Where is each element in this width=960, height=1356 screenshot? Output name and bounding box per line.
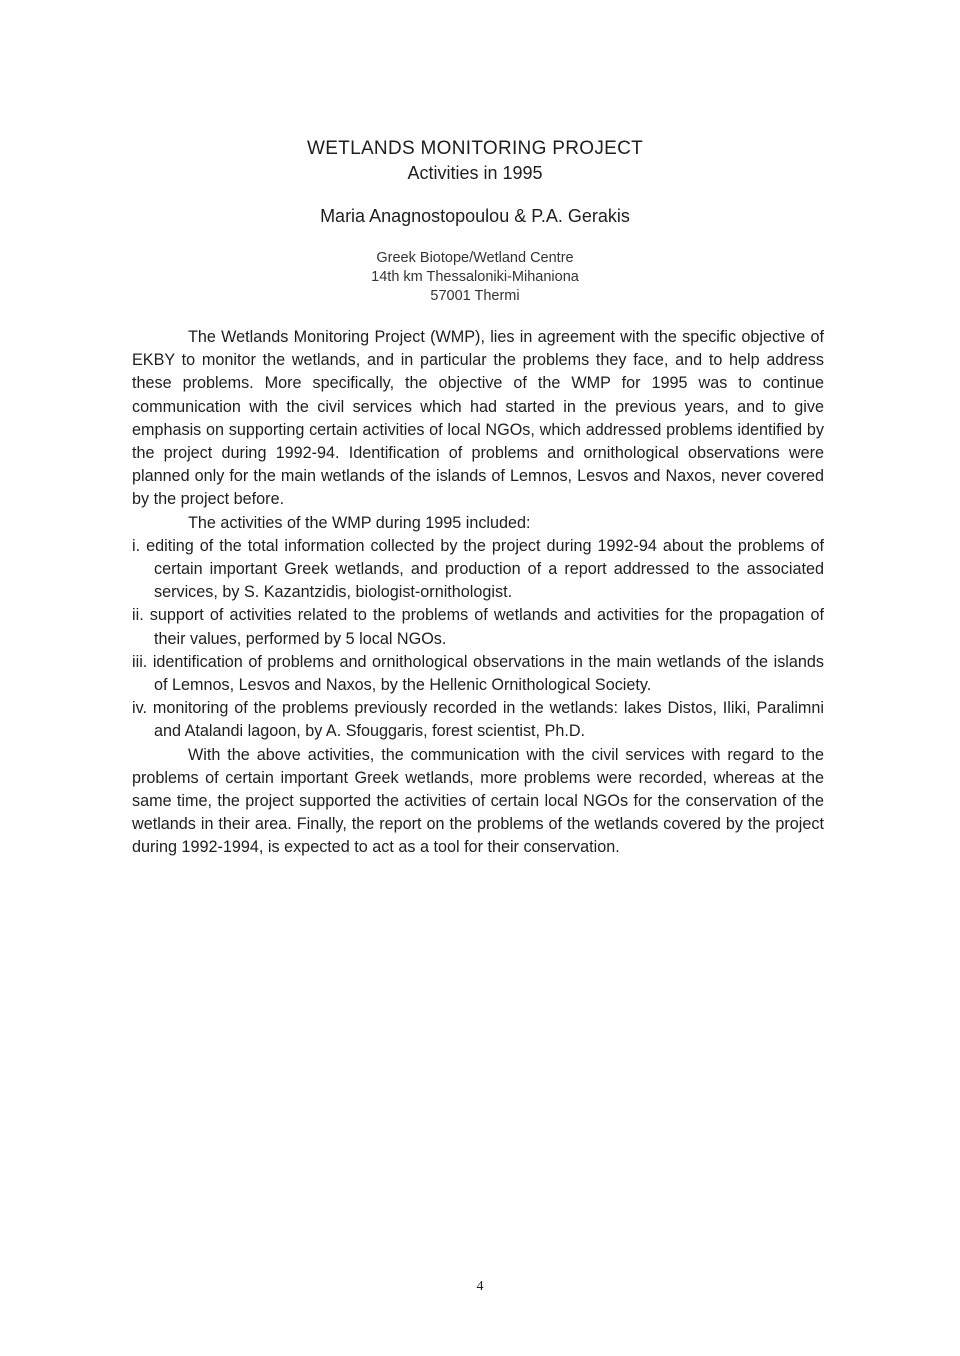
closing-paragraph: With the above activities, the communication with the civil services with regard to the problems of certain important Greek wetlands, more problems were recorded, whereas at the same time, the project supported the activities of certain local NGOs for the conservation of the wetlands in their area. Finally, the report on the problems of the wetlands covered by the project during 1992-1994, is expected to act as a tool for their conservation. [132, 745, 824, 857]
affiliation-line: Greek Biotope/Wetland Centre [376, 250, 574, 266]
list-intro: The activities of the WMP during 1995 included: [188, 513, 531, 532]
intro-paragraph: The Wetlands Monitoring Project (WMP), lies in agreement with the specific objective of EKBY to monitor the wetlands, and in particular the problems they face, and to help address these problems. More specifically, the objective of the WMP for 1995 was to continue communication with the civil services which had started in the previous years, and to give emphasis on supporting certain activities of local NGOs, which addressed problems identified by the project during 1992-94. Identification of problems and ornithological observations were planned only for the main wetlands of the islands of Lemnos, Lesvos and Naxos, never covered by the project before. [132, 328, 824, 509]
affiliation [0, 249, 950, 306]
list-item: i. editing of the total information collected by the project during 1992-94 about the problems of certain important Greek wetlands, and production of a report addressed to the associated services, by S. Kazantzidis, biologist-ornithologist. [132, 536, 824, 602]
document-title: WETLANDS MONITORING PROJECT [306, 138, 644, 159]
affiliation-line: 14th km Thessaloniki-Mihaniona [371, 269, 579, 285]
document-subtitle: Activities in 1995 [407, 163, 543, 183]
list-item: ii. support of activities related to the problems of wetlands and activities for the propagation of their values, performed by 5 local NGOs. [132, 606, 824, 648]
body-text [132, 326, 824, 860]
list-item: iii. identification of problems and ornithological observations in the main wetlands of the islands of Lemnos, Lesvos and Naxos, by the Hellenic Ornithological Society. [132, 652, 824, 695]
list-item: iv. monitoring of the problems previously recorded in the wetlands: lakes Distos, Iliki, Paralimni and Atalandi lagoon, by A. Sfouggaris, forest scientist, Ph.D. [132, 699, 824, 741]
page-number: 4 [476, 1279, 484, 1294]
affiliation-line: 57001 Thermi [430, 288, 520, 304]
title-block [0, 137, 950, 184]
authors: Maria Anagnostopoulou & P.A. Gerakis [320, 206, 630, 226]
